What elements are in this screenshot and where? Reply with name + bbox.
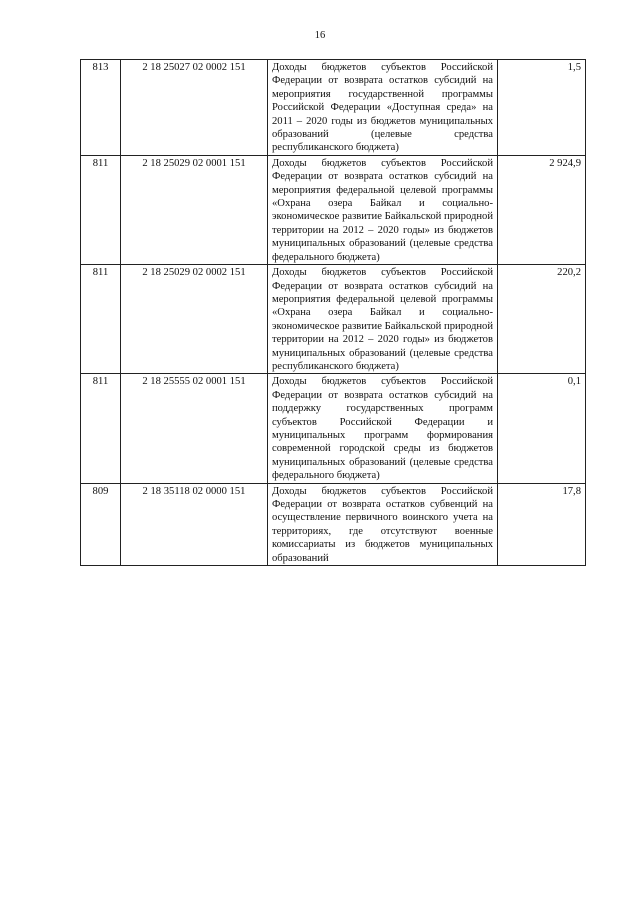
- description-cell: Доходы бюджетов субъектов Российской Федерации от возврата остатков субсидий на мероприятия федеральной целевой программы «Охрана озера Байкал и социально-экономическое развитие Байкальской природной территории на 2012 – 2020 годы» из бюджетов муниципальных образований (целевые средства республиканского бюджета): [268, 265, 498, 374]
- table-row: [81, 60, 586, 156]
- budget-revenue-table: [80, 59, 586, 566]
- admin-code-cell: 811: [81, 155, 121, 264]
- budget-code-cell: 2 18 25555 02 0001 151: [121, 374, 268, 483]
- table-row: [81, 374, 586, 483]
- amount-cell: 0,1: [498, 374, 586, 483]
- admin-code-cell: 811: [81, 374, 121, 483]
- table-row: [81, 265, 586, 374]
- amount-cell: 2 924,9: [498, 155, 586, 264]
- budget-code-cell: 2 18 25029 02 0002 151: [121, 265, 268, 374]
- admin-code-cell: 809: [81, 483, 121, 565]
- amount-cell: 17,8: [498, 483, 586, 565]
- page-number: 16: [314, 30, 326, 41]
- table-row: [81, 483, 586, 565]
- description-cell: Доходы бюджетов субъектов Российской Федерации от возврата остатков субсидий на мероприятия федеральной целевой программы «Охрана озера Байкал и социально-экономическое развитие Байкальской природной территории на 2012 – 2020 годы» из бюджетов муниципальных образований (целевые средства федерального бюджета): [268, 155, 498, 264]
- description-cell: Доходы бюджетов субъектов Российской Федерации от возврата остатков субвенций на осуществление первичного воинского учета на территориях, где отсутствуют военные комиссариаты из бюджетов муниципальных образований: [268, 483, 498, 565]
- description-cell: Доходы бюджетов субъектов Российской Федерации от возврата остатков субсидий на мероприятия государственной программы Российской Федерации «Доступная среда» на 2011 – 2020 годы из бюджетов муниципальных образований (целевые средства республиканского бюджета): [268, 60, 498, 156]
- amount-cell: 1,5: [498, 60, 586, 156]
- budget-code-cell: 2 18 25027 02 0002 151: [121, 60, 268, 156]
- description-cell: Доходы бюджетов субъектов Российской Федерации от возврата остатков субсидий на поддержку государственных программ субъектов Российской Федерации и муниципальных программ формирования современной городской среды из бюджетов муниципальных образований (целевые средства федерального бюджета): [268, 374, 498, 483]
- admin-code-cell: 813: [81, 60, 121, 156]
- table-row: [81, 155, 586, 264]
- admin-code-cell: 811: [81, 265, 121, 374]
- budget-code-cell: 2 18 25029 02 0001 151: [121, 155, 268, 264]
- amount-cell: 220,2: [498, 265, 586, 374]
- budget-code-cell: 2 18 35118 02 0000 151: [121, 483, 268, 565]
